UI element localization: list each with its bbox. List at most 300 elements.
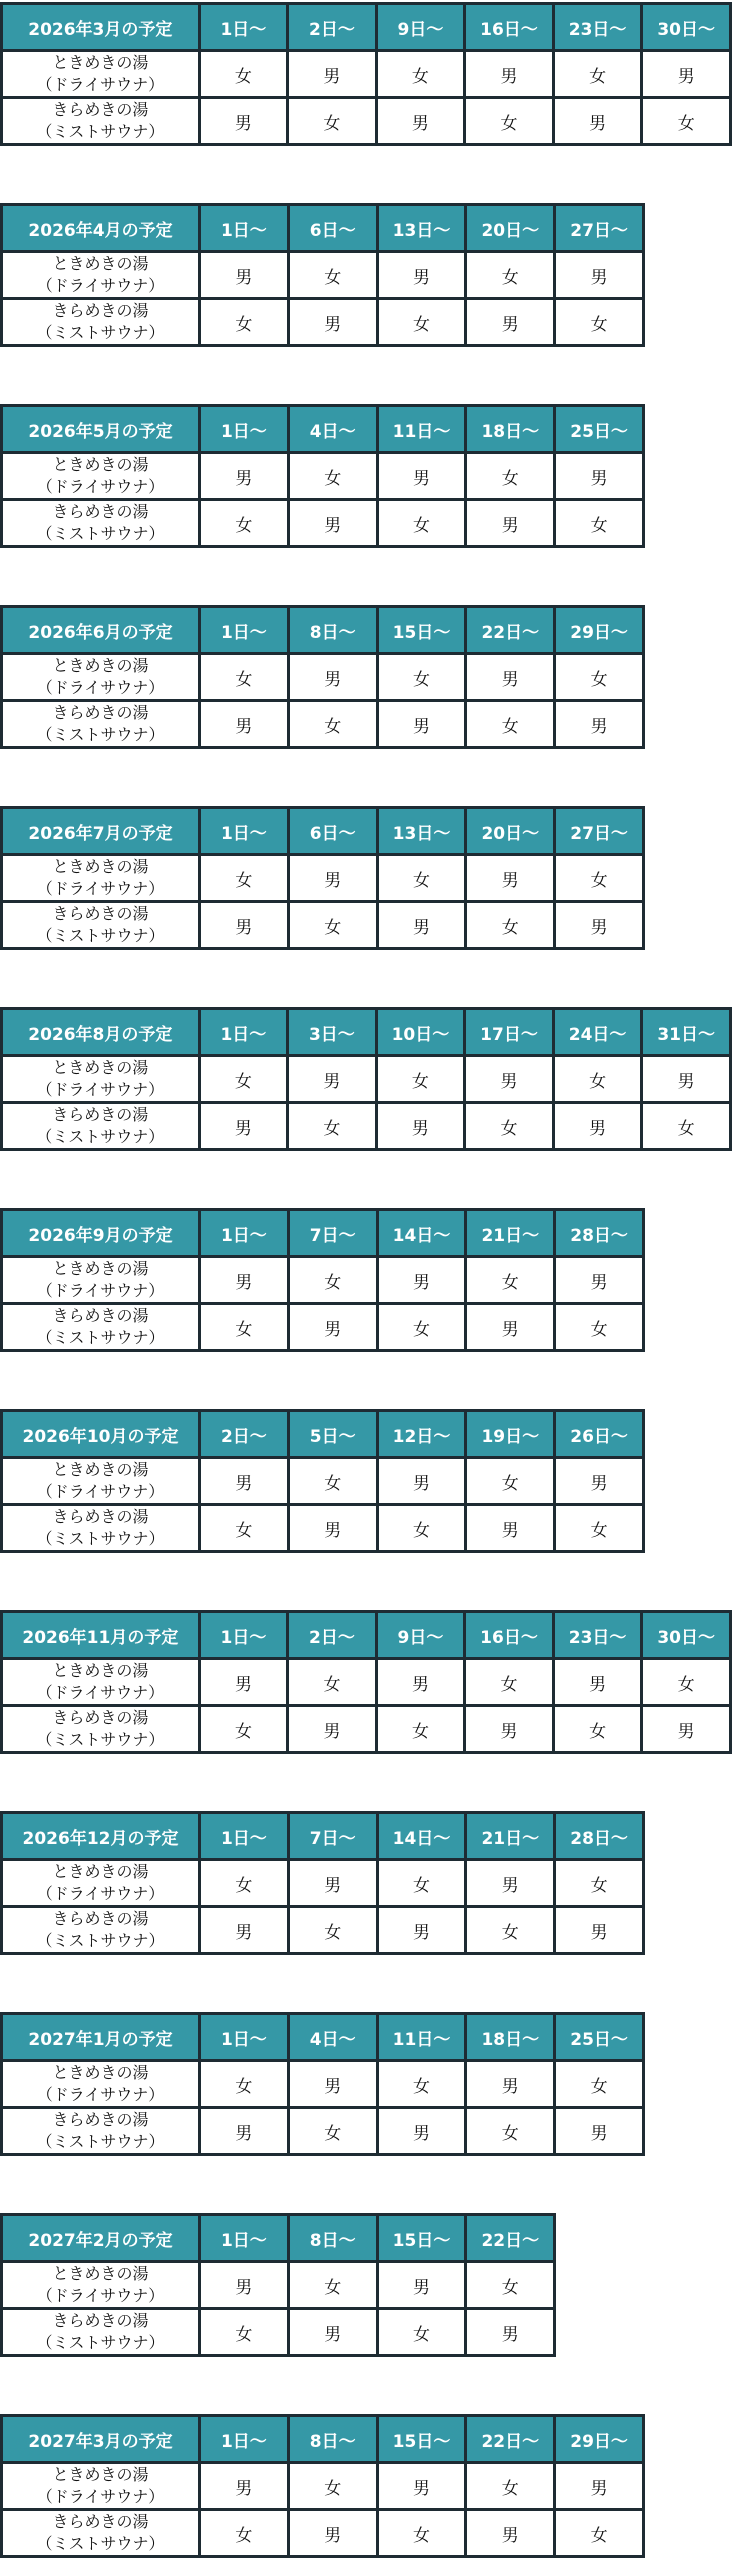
room-sauna-type: （ミストサウナ） <box>36 524 165 543</box>
gender-cell: 女 <box>288 1257 377 1304</box>
gender-cell: 男 <box>288 500 377 547</box>
gender-cell: 女 <box>288 1907 377 1954</box>
gender-cell: 女 <box>288 2262 377 2309</box>
gender-cell: 女 <box>553 1706 642 1753</box>
gender-cell: 女 <box>642 1103 731 1150</box>
schedule-header-row <box>2 2416 644 2463</box>
gender-cell: 女 <box>200 500 289 547</box>
start-day-header: 29日～ <box>555 607 644 654</box>
room-name: ときめきの湯 <box>52 2465 149 2484</box>
gender-cell: 女 <box>555 299 644 346</box>
room-name: ときめきの湯 <box>52 857 149 876</box>
gender-cell: 女 <box>466 1458 555 1505</box>
room-name-cell <box>2 500 200 547</box>
start-day-header: 1日～ <box>200 808 289 855</box>
start-day-header: 25日～ <box>555 2014 644 2061</box>
room-row <box>2 2510 644 2557</box>
gender-cell: 女 <box>555 855 644 902</box>
schedule-header-row <box>2 1009 731 1056</box>
room-name: ときめきの湯 <box>52 455 149 474</box>
room-sauna-type: （ミストサウナ） <box>36 1730 165 1749</box>
room-name: ときめきの湯 <box>52 2063 149 2082</box>
gender-cell: 女 <box>288 1458 377 1505</box>
room-sauna-type: （ドライサウナ） <box>36 276 165 295</box>
gender-cell: 女 <box>376 1056 465 1103</box>
schedule-header-row <box>2 205 644 252</box>
room-name-cell <box>2 701 200 748</box>
start-day-header: 29日～ <box>555 2416 644 2463</box>
room-name: きらめきの湯 <box>52 301 149 320</box>
gender-cell: 男 <box>376 1659 465 1706</box>
room-name-cell <box>2 855 200 902</box>
room-name-cell <box>2 252 200 299</box>
room-name-cell <box>2 1304 200 1351</box>
schedule-table <box>0 2213 556 2357</box>
schedule-table <box>0 2 732 146</box>
start-day-header: 15日～ <box>377 607 466 654</box>
gender-cell: 女 <box>377 1304 466 1351</box>
gender-cell: 女 <box>555 1505 644 1552</box>
gender-cell: 男 <box>377 2108 466 2155</box>
room-row <box>2 98 731 145</box>
room-row <box>2 453 644 500</box>
room-name: ときめきの湯 <box>52 53 149 72</box>
start-day-header: 6日～ <box>288 205 377 252</box>
gender-cell: 女 <box>466 701 555 748</box>
start-day-header: 16日～ <box>465 4 554 51</box>
gender-cell: 女 <box>555 2510 644 2557</box>
room-name-cell <box>2 1103 200 1150</box>
gender-cell: 男 <box>200 701 289 748</box>
room-name: きらめきの湯 <box>52 1105 149 1124</box>
schedule-table <box>0 1610 732 1754</box>
schedule-header-row <box>2 1612 731 1659</box>
schedule-table <box>0 806 645 950</box>
room-row <box>2 2061 644 2108</box>
schedule-month-title: 2026年3月の予定 <box>2 4 200 51</box>
gender-cell: 男 <box>199 1659 288 1706</box>
gender-cell: 男 <box>555 2108 644 2155</box>
gender-cell: 女 <box>377 1860 466 1907</box>
gender-cell: 男 <box>288 1304 377 1351</box>
gender-cell: 男 <box>465 1706 554 1753</box>
gender-cell: 男 <box>200 1257 289 1304</box>
gender-cell: 女 <box>199 1706 288 1753</box>
room-sauna-type: （ミストサウナ） <box>36 122 165 141</box>
gender-cell: 男 <box>288 299 377 346</box>
gender-cell: 男 <box>466 654 555 701</box>
schedule-header-row <box>2 1411 644 1458</box>
schedule-header-row <box>2 2014 644 2061</box>
start-day-header: 8日～ <box>288 607 377 654</box>
gender-cell: 男 <box>200 453 289 500</box>
room-sauna-type: （ミストサウナ） <box>36 2534 165 2553</box>
gender-cell: 男 <box>288 1860 377 1907</box>
start-day-header: 20日～ <box>466 205 555 252</box>
room-name: きらめきの湯 <box>52 1306 149 1325</box>
room-row <box>2 500 644 547</box>
gender-cell: 男 <box>288 2309 377 2356</box>
start-day-header: 1日～ <box>200 2014 289 2061</box>
start-day-header: 28日～ <box>555 1813 644 1860</box>
room-name: きらめきの湯 <box>52 1507 149 1526</box>
gender-cell: 男 <box>466 1304 555 1351</box>
start-day-header: 12日～ <box>377 1411 466 1458</box>
room-row <box>2 1304 644 1351</box>
schedule-month-title: 2026年4月の予定 <box>2 205 200 252</box>
start-day-header: 24日～ <box>553 1009 642 1056</box>
gender-cell: 女 <box>288 902 377 949</box>
schedule-header-row <box>2 1813 644 1860</box>
gender-cell: 女 <box>466 453 555 500</box>
gender-cell: 女 <box>288 2463 377 2510</box>
gender-cell: 女 <box>288 1103 377 1150</box>
gender-cell: 男 <box>199 98 288 145</box>
gender-cell: 男 <box>555 1907 644 1954</box>
room-row <box>2 1458 644 1505</box>
room-name-cell <box>2 2061 200 2108</box>
room-sauna-type: （ドライサウナ） <box>36 1482 165 1501</box>
gender-cell: 男 <box>376 1103 465 1150</box>
start-day-header: 1日～ <box>200 1210 289 1257</box>
gender-cell: 女 <box>465 1659 554 1706</box>
gender-cell: 男 <box>555 252 644 299</box>
room-name-cell <box>2 902 200 949</box>
gender-cell: 女 <box>288 98 377 145</box>
schedule-month-title: 2026年11月の予定 <box>2 1612 200 1659</box>
start-day-header: 28日～ <box>555 1210 644 1257</box>
gender-cell: 女 <box>377 2309 466 2356</box>
gender-cell: 女 <box>288 2108 377 2155</box>
room-sauna-type: （ドライサウナ） <box>36 477 165 496</box>
gender-cell: 女 <box>555 1860 644 1907</box>
start-day-header: 9日～ <box>376 4 465 51</box>
room-name-cell <box>2 98 200 145</box>
schedule-month-title: 2027年1月の予定 <box>2 2014 200 2061</box>
gender-cell: 女 <box>466 252 555 299</box>
schedule-table <box>0 1811 645 1955</box>
room-name: ときめきの湯 <box>52 1862 149 1881</box>
gender-cell: 男 <box>377 2262 466 2309</box>
schedule-table <box>0 1007 732 1151</box>
gender-cell: 男 <box>200 2108 289 2155</box>
gender-cell: 女 <box>377 2510 466 2557</box>
room-row <box>2 701 644 748</box>
start-day-header: 7日～ <box>288 1210 377 1257</box>
start-day-header: 18日～ <box>466 2014 555 2061</box>
schedule-month-title: 2026年5月の予定 <box>2 406 200 453</box>
start-day-header: 1日～ <box>200 205 289 252</box>
start-day-header: 22日～ <box>466 607 555 654</box>
gender-cell: 男 <box>377 1907 466 1954</box>
gender-cell: 男 <box>466 500 555 547</box>
gender-cell: 男 <box>555 902 644 949</box>
start-day-header: 8日～ <box>288 2215 377 2262</box>
gender-cell: 男 <box>200 902 289 949</box>
start-day-header: 11日～ <box>377 406 466 453</box>
gender-cell: 男 <box>200 1907 289 1954</box>
start-day-header: 27日～ <box>555 205 644 252</box>
start-day-header: 6日～ <box>288 808 377 855</box>
gender-cell: 女 <box>553 51 642 98</box>
gender-cell: 女 <box>555 500 644 547</box>
start-day-header: 23日～ <box>553 1612 642 1659</box>
gender-cell: 男 <box>642 1706 731 1753</box>
room-row <box>2 1860 644 1907</box>
start-day-header: 13日～ <box>377 205 466 252</box>
gender-cell: 男 <box>288 855 377 902</box>
room-sauna-type: （ドライサウナ） <box>36 2286 165 2305</box>
room-name-cell <box>2 453 200 500</box>
gender-cell: 女 <box>377 2061 466 2108</box>
gender-cell: 男 <box>555 1257 644 1304</box>
gender-cell: 女 <box>200 1505 289 1552</box>
gender-cell: 男 <box>200 1458 289 1505</box>
room-sauna-type: （ドライサウナ） <box>36 2487 165 2506</box>
gender-cell: 女 <box>377 500 466 547</box>
room-sauna-type: （ドライサウナ） <box>36 1884 165 1903</box>
start-day-header: 26日～ <box>555 1411 644 1458</box>
gender-cell: 女 <box>200 299 289 346</box>
gender-cell: 女 <box>376 51 465 98</box>
start-day-header: 31日～ <box>642 1009 731 1056</box>
gender-cell: 女 <box>466 2108 555 2155</box>
room-row <box>2 1706 731 1753</box>
schedule-month-title: 2027年2月の予定 <box>2 2215 200 2262</box>
room-name-cell <box>2 51 200 98</box>
room-sauna-type: （ミストサウナ） <box>36 323 165 342</box>
room-name-cell <box>2 1505 200 1552</box>
gender-cell: 女 <box>465 1103 554 1150</box>
start-day-header: 1日～ <box>200 2416 289 2463</box>
start-day-header: 20日～ <box>466 808 555 855</box>
room-row <box>2 2262 555 2309</box>
room-name: ときめきの湯 <box>52 1058 149 1077</box>
gender-cell: 女 <box>200 2061 289 2108</box>
gender-cell: 女 <box>288 252 377 299</box>
gender-cell: 女 <box>200 855 289 902</box>
room-name: ときめきの湯 <box>52 254 149 273</box>
gender-cell: 男 <box>200 2262 289 2309</box>
start-day-header: 30日～ <box>642 1612 731 1659</box>
schedule-table <box>0 404 645 548</box>
room-sauna-type: （ミストサウナ） <box>36 1328 165 1347</box>
start-day-header: 23日～ <box>553 4 642 51</box>
room-name-cell <box>2 2463 200 2510</box>
gender-cell: 男 <box>465 51 554 98</box>
room-sauna-type: （ミストサウナ） <box>36 1529 165 1548</box>
room-sauna-type: （ドライサウナ） <box>36 75 165 94</box>
room-name-cell <box>2 1458 200 1505</box>
room-name-cell <box>2 1907 200 1954</box>
start-day-header: 14日～ <box>377 1813 466 1860</box>
schedule-table <box>0 1208 645 1352</box>
start-day-header: 10日～ <box>376 1009 465 1056</box>
gender-cell: 女 <box>200 1304 289 1351</box>
room-name-cell <box>2 1706 200 1753</box>
start-day-header: 1日～ <box>200 1813 289 1860</box>
gender-cell: 男 <box>555 701 644 748</box>
start-day-header: 18日～ <box>466 406 555 453</box>
gender-cell: 男 <box>288 1505 377 1552</box>
schedule-header-row <box>2 808 644 855</box>
schedule-table <box>0 1409 645 1553</box>
room-row <box>2 2463 644 2510</box>
gender-cell: 女 <box>377 299 466 346</box>
schedule-month-title: 2026年9月の予定 <box>2 1210 200 1257</box>
gender-cell: 女 <box>377 1505 466 1552</box>
start-day-header: 1日～ <box>199 1009 288 1056</box>
room-row <box>2 299 644 346</box>
gender-cell: 女 <box>465 98 554 145</box>
gender-cell: 男 <box>466 299 555 346</box>
gender-cell: 男 <box>199 1103 288 1150</box>
start-day-header: 15日～ <box>377 2215 466 2262</box>
room-name: ときめきの湯 <box>52 1259 149 1278</box>
room-name: きらめきの湯 <box>52 2512 149 2531</box>
gender-cell: 女 <box>555 2061 644 2108</box>
room-row <box>2 1056 731 1103</box>
start-day-header: 13日～ <box>377 808 466 855</box>
schedule-month-title: 2026年7月の予定 <box>2 808 200 855</box>
gender-cell: 女 <box>466 1907 555 1954</box>
room-name: きらめきの湯 <box>52 703 149 722</box>
schedule-header-row <box>2 4 731 51</box>
room-name: きらめきの湯 <box>52 2110 149 2129</box>
start-day-header: 21日～ <box>466 1813 555 1860</box>
room-name-cell <box>2 1860 200 1907</box>
start-day-header: 30日～ <box>642 4 731 51</box>
schedule-table <box>0 2012 645 2156</box>
gender-cell: 女 <box>466 2463 555 2510</box>
room-sauna-type: （ミストサウナ） <box>36 2132 165 2151</box>
schedule-month-title: 2026年10月の予定 <box>2 1411 200 1458</box>
start-day-header: 4日～ <box>288 406 377 453</box>
schedule-header-row <box>2 607 644 654</box>
gender-cell: 女 <box>377 654 466 701</box>
room-row <box>2 1659 731 1706</box>
start-day-header: 14日～ <box>377 1210 466 1257</box>
room-row <box>2 1505 644 1552</box>
room-sauna-type: （ドライサウナ） <box>36 1080 165 1099</box>
gender-cell: 男 <box>200 252 289 299</box>
schedule-month-title: 2027年3月の予定 <box>2 2416 200 2463</box>
room-sauna-type: （ミストサウナ） <box>36 2333 165 2352</box>
gender-cell: 女 <box>466 2262 555 2309</box>
schedule-month-title: 2026年8月の予定 <box>2 1009 200 1056</box>
gender-cell: 男 <box>555 1458 644 1505</box>
room-name: ときめきの湯 <box>52 1661 149 1680</box>
start-day-header: 19日～ <box>466 1411 555 1458</box>
gender-cell: 女 <box>200 2510 289 2557</box>
room-sauna-type: （ミストサウナ） <box>36 725 165 744</box>
gender-cell: 男 <box>466 2510 555 2557</box>
gender-cell: 女 <box>466 1257 555 1304</box>
start-day-header: 1日～ <box>200 2215 289 2262</box>
room-sauna-type: （ドライサウナ） <box>36 678 165 697</box>
room-name-cell <box>2 654 200 701</box>
gender-cell: 男 <box>288 654 377 701</box>
schedule-header-row <box>2 406 644 453</box>
start-day-header: 16日～ <box>465 1612 554 1659</box>
room-sauna-type: （ドライサウナ） <box>36 2085 165 2104</box>
start-day-header: 11日～ <box>377 2014 466 2061</box>
schedule-header-row <box>2 1210 644 1257</box>
room-row <box>2 252 644 299</box>
room-name-cell <box>2 1659 200 1706</box>
start-day-header: 1日～ <box>199 4 288 51</box>
room-row <box>2 2309 555 2356</box>
room-sauna-type: （ドライサウナ） <box>36 879 165 898</box>
gender-cell: 女 <box>199 51 288 98</box>
room-row <box>2 1907 644 1954</box>
gender-cell: 男 <box>377 902 466 949</box>
start-day-header: 27日～ <box>555 808 644 855</box>
room-name-cell <box>2 299 200 346</box>
gender-cell: 男 <box>555 453 644 500</box>
room-row <box>2 1257 644 1304</box>
room-sauna-type: （ミストサウナ） <box>36 1127 165 1146</box>
gender-cell: 女 <box>200 2309 289 2356</box>
room-sauna-type: （ミストサウナ） <box>36 926 165 945</box>
gender-cell: 女 <box>288 453 377 500</box>
gender-cell: 男 <box>377 453 466 500</box>
room-name: きらめきの湯 <box>52 100 149 119</box>
schedule-month-title: 2026年6月の予定 <box>2 607 200 654</box>
start-day-header: 3日～ <box>288 1009 377 1056</box>
start-day-header: 1日～ <box>200 406 289 453</box>
gender-cell: 女 <box>553 1056 642 1103</box>
room-name-cell <box>2 1056 200 1103</box>
gender-cell: 男 <box>288 2061 377 2108</box>
gender-cell: 男 <box>288 1706 377 1753</box>
gender-cell: 男 <box>200 2463 289 2510</box>
gender-cell: 女 <box>642 1659 731 1706</box>
gender-cell: 女 <box>376 1706 465 1753</box>
room-name-cell <box>2 1257 200 1304</box>
schedule-table <box>0 605 645 749</box>
gender-cell: 男 <box>377 1458 466 1505</box>
start-day-header: 17日～ <box>465 1009 554 1056</box>
gender-cell: 男 <box>377 2463 466 2510</box>
gender-cell: 女 <box>200 654 289 701</box>
gender-cell: 男 <box>642 1056 731 1103</box>
room-name-cell <box>2 2510 200 2557</box>
start-day-header: 1日～ <box>199 1612 288 1659</box>
gender-cell: 男 <box>288 51 377 98</box>
gender-cell: 男 <box>553 1659 642 1706</box>
gender-cell: 男 <box>466 2309 555 2356</box>
gender-cell: 男 <box>466 1505 555 1552</box>
schedule-header-row <box>2 2215 555 2262</box>
start-day-header: 22日～ <box>466 2215 555 2262</box>
room-name: ときめきの湯 <box>52 656 149 675</box>
gender-cell: 男 <box>555 2463 644 2510</box>
start-day-header: 21日～ <box>466 1210 555 1257</box>
room-name: きらめきの湯 <box>52 1708 149 1727</box>
start-day-header: 9日～ <box>376 1612 465 1659</box>
room-sauna-type: （ドライサウナ） <box>36 1683 165 1702</box>
room-row <box>2 855 644 902</box>
gender-cell: 女 <box>200 1860 289 1907</box>
gender-cell: 女 <box>288 1659 377 1706</box>
gender-cell: 女 <box>642 98 731 145</box>
room-name-cell <box>2 2108 200 2155</box>
room-row <box>2 902 644 949</box>
gender-cell: 女 <box>466 902 555 949</box>
schedule-table <box>0 203 645 347</box>
start-day-header: 15日～ <box>377 2416 466 2463</box>
